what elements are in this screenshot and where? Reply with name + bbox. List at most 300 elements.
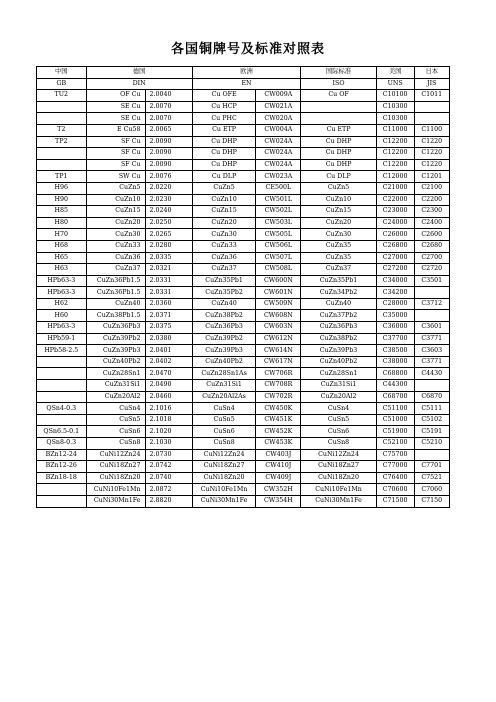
en-name-cell: CuNi12Zn24	[192, 449, 256, 461]
gb-cell: QSn8-0.3	[37, 438, 87, 450]
table-row	[37, 229, 450, 241]
table-row	[37, 90, 450, 102]
gb-cell: H96	[37, 182, 87, 194]
iso-cell: CuZn35	[301, 240, 377, 252]
table-row	[37, 124, 450, 136]
table-row	[37, 391, 450, 403]
din-number-cell: 2.0872	[145, 484, 192, 496]
jis-cell: C4430	[414, 368, 449, 380]
en-number-cell: CW410J	[256, 461, 301, 473]
en-number-cell: CW024A	[256, 148, 301, 160]
en-name-cell: CuZn35Pb1	[192, 275, 256, 287]
din-number-cell: 2.0090	[145, 159, 192, 171]
table-row	[37, 298, 450, 310]
iso-cell: Cu DHP	[301, 136, 377, 148]
en-name-cell: CuZn40	[192, 298, 256, 310]
uns-cell: C26800	[376, 240, 414, 252]
uns-cell: C10300	[376, 101, 414, 113]
din-name-cell: CuZn28Sn1	[86, 368, 145, 380]
gb-cell: H63	[37, 264, 87, 276]
header-standard-jis: JIS	[414, 78, 449, 90]
jis-cell: C7060	[414, 484, 449, 496]
uns-cell: C12000	[376, 171, 414, 183]
din-name-cell: CuZn40	[86, 298, 145, 310]
en-name-cell: CuSn4	[192, 403, 256, 415]
iso-cell: CuSn6	[301, 426, 377, 438]
table-row	[37, 159, 450, 171]
en-name-cell: CuZn39Pb2	[192, 333, 256, 345]
jis-cell: C1220	[414, 136, 449, 148]
table-row	[37, 449, 450, 461]
din-name-cell: CuZn36Pb1.5	[86, 287, 145, 299]
iso-cell: CuZn37	[301, 264, 377, 276]
iso-cell: CuNi10Fe1Mn	[301, 484, 377, 496]
en-number-cell: CW023A	[256, 171, 301, 183]
din-number-cell: 2.1020	[145, 426, 192, 438]
din-name-cell: CuNi30Mn1Fe	[86, 495, 145, 507]
jis-cell: C7521	[414, 472, 449, 484]
din-number-cell: 2.0280	[145, 240, 192, 252]
din-name-cell: SW Cu	[86, 171, 145, 183]
din-name-cell: CuZn10	[86, 194, 145, 206]
en-name-cell: Cu DLP	[192, 171, 256, 183]
gb-cell	[37, 495, 87, 507]
din-name-cell: CuNi18Zn27	[86, 461, 145, 473]
din-number-cell: 2.1016	[145, 403, 192, 415]
din-number-cell: 2.0331	[145, 287, 192, 299]
din-name-cell: CuZn31Si1	[86, 380, 145, 392]
gb-cell: HPb58-2.5	[37, 345, 87, 357]
jis-cell: C7701	[414, 461, 449, 473]
header-row-countries	[37, 67, 450, 79]
uns-cell: C38500	[376, 345, 414, 357]
din-number-cell: 2.0040	[145, 90, 192, 102]
jis-cell: C3771	[414, 356, 449, 368]
en-number-cell: CW706R	[256, 368, 301, 380]
en-name-cell: CuZn40Pb2	[192, 356, 256, 368]
jis-cell: C3603	[414, 345, 449, 357]
din-number-cell: 2.0401	[145, 345, 192, 357]
din-name-cell: CuSn4	[86, 403, 145, 415]
en-number-cell: CW451K	[256, 414, 301, 426]
jis-cell: C6870	[414, 391, 449, 403]
en-number-cell: CW608N	[256, 310, 301, 322]
header-row-standards	[37, 78, 450, 90]
gb-cell	[37, 414, 87, 426]
header-country-international: 国际标准	[301, 67, 377, 79]
din-name-cell: CuZn40Pb2	[86, 356, 145, 368]
en-number-cell: CW614N	[256, 345, 301, 357]
table-row	[37, 101, 450, 113]
gb-cell: HPb63-3	[37, 322, 87, 334]
iso-cell: CuZn10	[301, 194, 377, 206]
din-name-cell: CuSn6	[86, 426, 145, 438]
en-name-cell: CuZn38Pb2	[192, 310, 256, 322]
en-name-cell: CuZn20	[192, 217, 256, 229]
din-name-cell: SE Cu	[86, 113, 145, 125]
table-row	[37, 484, 450, 496]
en-name-cell: CuZn30	[192, 229, 256, 241]
table-row	[37, 240, 450, 252]
en-name-cell: CuZn33	[192, 240, 256, 252]
iso-cell: CuZn28Sn1	[301, 368, 377, 380]
jis-cell: C2600	[414, 229, 449, 241]
en-name-cell: CuZn5	[192, 182, 256, 194]
uns-cell: C10100	[376, 90, 414, 102]
uns-cell: C38000	[376, 356, 414, 368]
din-name-cell: E Cu58	[86, 124, 145, 136]
din-number-cell: 2.0371	[145, 310, 192, 322]
table-body	[37, 67, 450, 508]
table-row	[37, 426, 450, 438]
gb-cell: HPb59-1	[37, 333, 87, 345]
table-row	[37, 356, 450, 368]
din-number-cell: 2.0375	[145, 322, 192, 334]
din-name-cell: CuZn20Al2	[86, 391, 145, 403]
en-number-cell: CW024A	[256, 136, 301, 148]
iso-cell: CuSn8	[301, 438, 377, 450]
header-country-germany: 德国	[86, 67, 192, 79]
table-row	[37, 287, 450, 299]
header-country-europe: 欧洲	[192, 67, 301, 79]
uns-cell: C21000	[376, 182, 414, 194]
en-name-cell: CuZn15	[192, 206, 256, 218]
uns-cell: C35000	[376, 310, 414, 322]
en-number-cell: CW505L	[256, 229, 301, 241]
jis-cell: C2300	[414, 206, 449, 218]
en-number-cell: CW508L	[256, 264, 301, 276]
din-number-cell: 2.0090	[145, 136, 192, 148]
gb-cell: HPb63-3	[37, 287, 87, 299]
din-name-cell: SF Cu	[86, 136, 145, 148]
gb-cell	[37, 368, 87, 380]
uns-cell: C24000	[376, 217, 414, 229]
gb-cell: H60	[37, 310, 87, 322]
uns-cell: C37700	[376, 333, 414, 345]
iso-cell: CuZn35	[301, 252, 377, 264]
gb-cell: BZn12-24	[37, 449, 87, 461]
din-name-cell: SF Cu	[86, 148, 145, 160]
table-row	[37, 264, 450, 276]
iso-cell: CuZn39Pb3	[301, 345, 377, 357]
en-number-cell: CW009A	[256, 90, 301, 102]
en-name-cell: CuNi10Fe1Mn	[192, 484, 256, 496]
en-name-cell: Cu OFE	[192, 90, 256, 102]
table-row	[37, 322, 450, 334]
din-name-cell: CuZn5	[86, 182, 145, 194]
din-number-cell: 2.1030	[145, 438, 192, 450]
uns-cell: C12200	[376, 148, 414, 160]
jis-cell	[414, 101, 449, 113]
en-number-cell: CW403J	[256, 449, 301, 461]
gb-cell	[37, 380, 87, 392]
iso-cell: Cu OF	[301, 90, 377, 102]
uns-cell: C26000	[376, 229, 414, 241]
uns-cell: C34000	[376, 275, 414, 287]
en-number-cell: CW501L	[256, 194, 301, 206]
iso-cell: CuZn37Pb2	[301, 310, 377, 322]
din-name-cell: CuZn36	[86, 252, 145, 264]
gb-cell: H85	[37, 206, 87, 218]
table-row	[37, 194, 450, 206]
uns-cell: C52100	[376, 438, 414, 450]
jis-cell: C2200	[414, 194, 449, 206]
jis-cell	[414, 310, 449, 322]
uns-cell: C34200	[376, 287, 414, 299]
din-number-cell: 2.0220	[145, 182, 192, 194]
iso-cell: CuNi18Zn27	[301, 461, 377, 473]
en-number-cell: CW603N	[256, 322, 301, 334]
jis-cell: C1220	[414, 159, 449, 171]
jis-cell: C1011	[414, 90, 449, 102]
iso-cell: Cu DHP	[301, 148, 377, 160]
header-standard-din: DIN	[86, 78, 192, 90]
uns-cell: C11000	[376, 124, 414, 136]
header-standard-gb: GB	[37, 78, 87, 90]
iso-cell: CuZn40Pb2	[301, 356, 377, 368]
din-name-cell: OF Cu	[86, 90, 145, 102]
iso-cell: CuZn40	[301, 298, 377, 310]
en-number-cell: CW024A	[256, 159, 301, 171]
din-number-cell: 2.0740	[145, 472, 192, 484]
gb-cell: QSn4-0.3	[37, 403, 87, 415]
gb-cell: TP2	[37, 136, 87, 148]
din-name-cell: CuZn39Pb3	[86, 345, 145, 357]
uns-cell: C23000	[376, 206, 414, 218]
jis-cell: C1220	[414, 148, 449, 160]
page-title: 各国铜牌号及标准对照表	[170, 42, 325, 57]
gb-cell: H80	[37, 217, 87, 229]
en-name-cell: CuZn35Pb2	[192, 287, 256, 299]
din-name-cell: CuZn20	[86, 217, 145, 229]
gb-cell: H62	[37, 298, 87, 310]
gb-cell: QSn6.5-0.1	[37, 426, 87, 438]
din-number-cell: 2.0090	[145, 148, 192, 160]
din-name-cell: SF Cu	[86, 159, 145, 171]
jis-cell	[414, 113, 449, 125]
iso-cell: CuZn5	[301, 182, 377, 194]
iso-cell: Cu DHP	[301, 159, 377, 171]
en-number-cell: CW004A	[256, 124, 301, 136]
gb-cell	[37, 101, 87, 113]
table-row	[37, 472, 450, 484]
en-name-cell: CuZn28Sn1As	[192, 368, 256, 380]
jis-cell: C5111	[414, 403, 449, 415]
table-row	[37, 414, 450, 426]
en-number-cell: CE500L	[256, 182, 301, 194]
iso-cell: CuNi12Zn24	[301, 449, 377, 461]
en-name-cell: Cu DHP	[192, 159, 256, 171]
din-number-cell: 2.0230	[145, 194, 192, 206]
en-number-cell: CW509N	[256, 298, 301, 310]
gb-cell: T2	[37, 124, 87, 136]
din-name-cell: CuNi10Fe1Mn	[86, 484, 145, 496]
din-number-cell: 2.8820	[145, 495, 192, 507]
uns-cell: C51900	[376, 426, 414, 438]
jis-cell: C2400	[414, 217, 449, 229]
din-name-cell: CuZn39Pb2	[86, 333, 145, 345]
din-number-cell: 2.0360	[145, 298, 192, 310]
uns-cell: C51100	[376, 403, 414, 415]
table-row	[37, 217, 450, 229]
uns-cell: C70600	[376, 484, 414, 496]
din-number-cell: 2.0321	[145, 264, 192, 276]
en-name-cell: CuZn36	[192, 252, 256, 264]
din-name-cell: CuZn15	[86, 206, 145, 218]
din-number-cell: 2.0070	[145, 101, 192, 113]
en-name-cell: CuZn36Pb3	[192, 322, 256, 334]
en-name-cell: CuZn39Pb3	[192, 345, 256, 357]
iso-cell: CuZn15	[301, 206, 377, 218]
din-number-cell: 2.0742	[145, 461, 192, 473]
en-number-cell: CW506L	[256, 240, 301, 252]
din-name-cell: CuNi18Zn20	[86, 472, 145, 484]
gb-cell: BZn12-26	[37, 461, 87, 473]
jis-cell: C1100	[414, 124, 449, 136]
table-row	[37, 252, 450, 264]
uns-cell: C44300	[376, 380, 414, 392]
en-number-cell: CW708R	[256, 380, 301, 392]
en-number-cell: CW020A	[256, 113, 301, 125]
en-name-cell: CuZn10	[192, 194, 256, 206]
en-name-cell: Cu PHC	[192, 113, 256, 125]
uns-cell: C12200	[376, 159, 414, 171]
en-number-cell: CW600N	[256, 275, 301, 287]
jis-cell: C2720	[414, 264, 449, 276]
din-name-cell: CuZn37	[86, 264, 145, 276]
jis-cell: C7150	[414, 495, 449, 507]
table-row	[37, 206, 450, 218]
header-standard-en: EN	[192, 78, 301, 90]
table-row	[37, 461, 450, 473]
en-name-cell: Cu ETP	[192, 124, 256, 136]
uns-cell: C36000	[376, 322, 414, 334]
iso-cell: CuNi30Mn1Fe	[301, 495, 377, 507]
uns-cell: C76400	[376, 472, 414, 484]
uns-cell: C27200	[376, 264, 414, 276]
table-row	[37, 368, 450, 380]
iso-cell	[301, 101, 377, 113]
din-name-cell: CuSn8	[86, 438, 145, 450]
uns-cell: C75700	[376, 449, 414, 461]
uns-cell: C77000	[376, 461, 414, 473]
din-name-cell: CuZn30	[86, 229, 145, 241]
iso-cell: CuZn36Pb3	[301, 322, 377, 334]
jis-cell: C2100	[414, 182, 449, 194]
en-name-cell: CuZn37	[192, 264, 256, 276]
gb-cell: TP1	[37, 171, 87, 183]
jis-cell: C5210	[414, 438, 449, 450]
en-name-cell: Cu DHP	[192, 136, 256, 148]
din-number-cell: 2.0402	[145, 356, 192, 368]
iso-cell: CuZn31Si1	[301, 380, 377, 392]
uns-cell: C22000	[376, 194, 414, 206]
gb-cell	[37, 391, 87, 403]
en-name-cell: CuZn31Si1	[192, 380, 256, 392]
uns-cell: C10300	[376, 113, 414, 125]
din-name-cell: CuZn36Pb1.5	[86, 275, 145, 287]
en-name-cell: CuNi18Zn20	[192, 472, 256, 484]
en-number-cell: CW503L	[256, 217, 301, 229]
en-name-cell: Cu DHP	[192, 148, 256, 160]
uns-cell: C27000	[376, 252, 414, 264]
din-number-cell: 2.0490	[145, 380, 192, 392]
jis-cell	[414, 287, 449, 299]
en-number-cell: CW450K	[256, 403, 301, 415]
iso-cell: CuZn20Al2	[301, 391, 377, 403]
en-number-cell: CW452K	[256, 426, 301, 438]
iso-cell: Cu DLP	[301, 171, 377, 183]
din-name-cell: CuZn38Pb1.5	[86, 310, 145, 322]
jis-cell: C3501	[414, 275, 449, 287]
din-number-cell: 2.1018	[145, 414, 192, 426]
din-name-cell: CuZn33	[86, 240, 145, 252]
table-row	[37, 403, 450, 415]
jis-cell: C2680	[414, 240, 449, 252]
gb-cell	[37, 484, 87, 496]
iso-cell: Cu ETP	[301, 124, 377, 136]
iso-cell: CuZn30	[301, 229, 377, 241]
table-row	[37, 171, 450, 183]
din-number-cell: 2.0076	[145, 171, 192, 183]
en-name-cell: CuSn8	[192, 438, 256, 450]
din-number-cell: 2.0460	[145, 391, 192, 403]
table-row	[37, 182, 450, 194]
table-row	[37, 438, 450, 450]
din-name-cell: SE Cu	[86, 101, 145, 113]
gb-cell: TU2	[37, 90, 87, 102]
din-number-cell: 2.0065	[145, 124, 192, 136]
jis-cell: C3601	[414, 322, 449, 334]
en-name-cell: CuSn5	[192, 414, 256, 426]
din-name-cell: CuZn36Pb3	[86, 322, 145, 334]
jis-cell: C1201	[414, 171, 449, 183]
din-number-cell: 2.0331	[145, 275, 192, 287]
jis-cell	[414, 449, 449, 461]
din-number-cell: 2.0070	[145, 113, 192, 125]
en-number-cell: CW352H	[256, 484, 301, 496]
en-name-cell: CuZn20Al2As	[192, 391, 256, 403]
en-number-cell: CW354H	[256, 495, 301, 507]
din-number-cell: 2.0250	[145, 217, 192, 229]
header-country-usa: 美国	[376, 67, 414, 79]
table-row	[37, 380, 450, 392]
en-number-cell: CW507L	[256, 252, 301, 264]
din-name-cell: CuSn5	[86, 414, 145, 426]
table-row	[37, 136, 450, 148]
gb-cell: H68	[37, 240, 87, 252]
header-standard-uns: UNS	[376, 78, 414, 90]
jis-cell	[414, 380, 449, 392]
iso-cell: CuZn34Pb2	[301, 287, 377, 299]
din-number-cell: 2.0265	[145, 229, 192, 241]
en-number-cell: CW021A	[256, 101, 301, 113]
header-standard-iso: ISO	[301, 78, 377, 90]
iso-cell: CuZn35Pb1	[301, 275, 377, 287]
iso-cell: CuZn38Pb2	[301, 333, 377, 345]
gb-cell: H90	[37, 194, 87, 206]
iso-cell: CuSn4	[301, 403, 377, 415]
table-row	[37, 495, 450, 507]
uns-cell: C68700	[376, 391, 414, 403]
iso-cell	[301, 113, 377, 125]
uns-cell: C68800	[376, 368, 414, 380]
din-number-cell: 2.0470	[145, 368, 192, 380]
uns-cell: C71500	[376, 495, 414, 507]
jis-cell: C3771	[414, 333, 449, 345]
iso-cell: CuSn5	[301, 414, 377, 426]
gb-cell: H65	[37, 252, 87, 264]
